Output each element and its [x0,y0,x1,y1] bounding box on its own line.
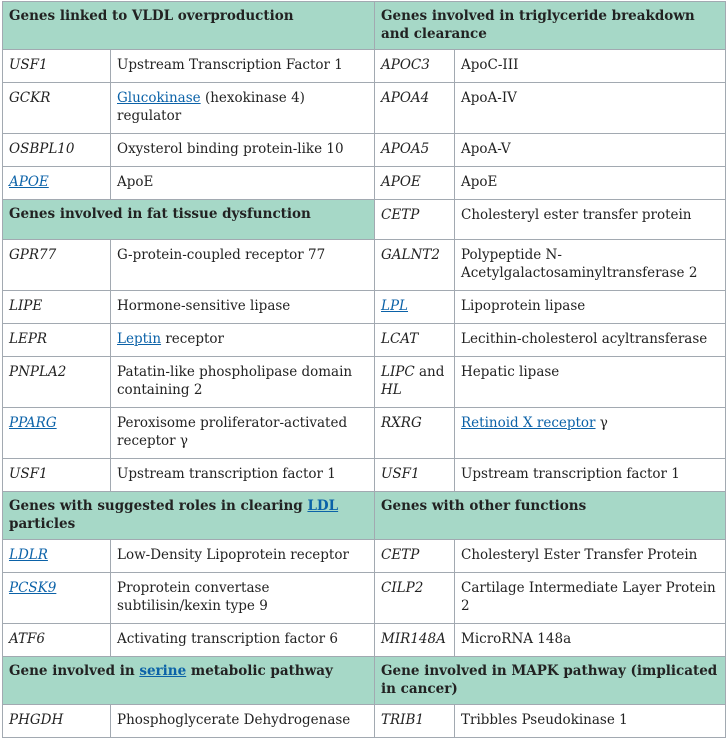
description-text: (hexokinase 4) regulator [117,90,305,124]
gene-symbol: GCKR [3,83,111,134]
gene-description [455,408,726,459]
table-row [3,134,726,167]
gene-symbol: LCAT [375,324,455,357]
table-row [3,240,726,291]
gene-symbol-cell [3,540,111,573]
gene-description: Upstream transcription factor 1 [111,459,375,492]
table-row [3,83,726,134]
gene-symbol: PNPLA2 [3,357,111,408]
gene-description: Hepatic lipase [455,357,726,408]
gene-symbol: CETP [375,200,455,240]
section-header-row [3,2,726,50]
pparg-link[interactable]: PPARG [9,415,57,431]
gene-description: Peroxisome proliferator-activated receptor γ [111,408,375,459]
table-row [3,50,726,83]
gene-description: ApoA-IV [455,83,726,134]
gene-description: Lipoprotein lipase [455,291,726,324]
gene-symbol-cell [3,167,111,200]
serine-link[interactable]: serine [139,663,187,679]
gene-symbol-cell [3,573,111,624]
gene-symbol-cell [3,408,111,459]
section-header-triglyceride: Genes involved in triglyceride breakdown and clearance [375,2,726,50]
ldl-link[interactable]: LDL [307,498,339,514]
gene-description: ApoE [455,167,726,200]
gene-symbol: HL [381,382,402,398]
gene-symbol-cell [375,291,455,324]
table-row [3,573,726,624]
gene-symbol: LEPR [3,324,111,357]
section-header-vldl: Genes linked to VLDL overproduction [3,2,375,50]
gene-symbol: LIPC [381,364,415,380]
gene-description: Cholesteryl ester transfer protein [455,200,726,240]
table-row [3,408,726,459]
section-header-ldl [3,492,375,540]
table-row [3,459,726,492]
gene-symbol: GPR77 [3,240,111,291]
header-text: Gene involved in [9,663,140,679]
gene-description: Phosphoglycerate Dehydrogenase [111,705,375,738]
table-row [3,357,726,408]
section-header-mapk: Gene involved in MAPK pathway (implicated in cancer) [375,657,726,705]
gene-table [2,1,726,738]
gene-symbol: OSBPL10 [3,134,111,167]
section-header-row [3,657,726,705]
apoe-link[interactable]: APOE [9,174,49,190]
section-header-other: Genes with other functions [375,492,726,540]
header-text: particles [9,516,76,532]
gene-symbol: TRIB1 [375,705,455,738]
gene-description: Upstream Transcription Factor 1 [111,50,375,83]
glucokinase-link[interactable]: Glucokinase [117,90,201,106]
gene-description: Oxysterol binding protein-like 10 [111,134,375,167]
section-header-serine [3,657,375,705]
gene-description: Patatin-like phospholipase domain containing 2 [111,357,375,408]
table-row [3,540,726,573]
gene-description: Upstream transcription factor 1 [455,459,726,492]
header-text: metabolic pathway [186,663,333,679]
lpl-link[interactable]: LPL [381,298,409,314]
conjunction-text: and [414,364,445,380]
pcsk9-link[interactable]: PCSK9 [9,580,57,596]
leptin-link[interactable]: Leptin [117,331,162,347]
gene-description: Tribbles Pseudokinase 1 [455,705,726,738]
section-header-row [3,492,726,540]
gene-symbol: ATF6 [3,624,111,657]
table-row [3,291,726,324]
gene-symbol: USF1 [375,459,455,492]
gene-description: Polypeptide N-Acetylgalactosaminyltransferase 2 [455,240,726,291]
description-text: γ [595,415,608,431]
section-header-fat-tissue: Genes involved in fat tissue dysfunction [3,200,375,240]
retinoid-x-receptor-link[interactable]: Retinoid X receptor [461,415,596,431]
gene-symbol: GALNT2 [375,240,455,291]
gene-symbol: APOE [375,167,455,200]
gene-description: ApoA-V [455,134,726,167]
table-row [3,705,726,738]
gene-description: ApoC-III [455,50,726,83]
gene-description: Activating transcription factor 6 [111,624,375,657]
gene-symbol: MIR148A [375,624,455,657]
gene-symbol: USF1 [3,50,111,83]
table-row [3,167,726,200]
table-row [3,200,726,240]
gene-symbol: USF1 [3,459,111,492]
gene-description: Cartilage Intermediate Layer Protein 2 [455,573,726,624]
gene-description [111,83,375,134]
gene-description: Lecithin-cholesterol acyltransferase [455,324,726,357]
gene-symbol-cell [375,357,455,408]
gene-symbol: LIPE [3,291,111,324]
gene-description: ApoE [111,167,375,200]
gene-symbol: RXRG [375,408,455,459]
gene-symbol: CILP2 [375,573,455,624]
ldlr-link[interactable]: LDLR [9,547,48,563]
gene-description: G-protein-coupled receptor 77 [111,240,375,291]
header-text: Genes with suggested roles in clearing [9,498,308,514]
gene-symbol: APOA5 [375,134,455,167]
table-row [3,324,726,357]
gene-symbol: PHGDH [3,705,111,738]
gene-description [111,324,375,357]
gene-symbol: CETP [375,540,455,573]
gene-symbol: APOA4 [375,83,455,134]
gene-description: Hormone-sensitive lipase [111,291,375,324]
gene-description: Cholesteryl Ester Transfer Protein [455,540,726,573]
gene-symbol: APOC3 [375,50,455,83]
table-row [3,624,726,657]
gene-description: MicroRNA 148a [455,624,726,657]
gene-description: Low-Density Lipoprotein receptor [111,540,375,573]
description-text: receptor [161,331,224,347]
gene-description: Proprotein convertase subtilisin/kexin type 9 [111,573,375,624]
